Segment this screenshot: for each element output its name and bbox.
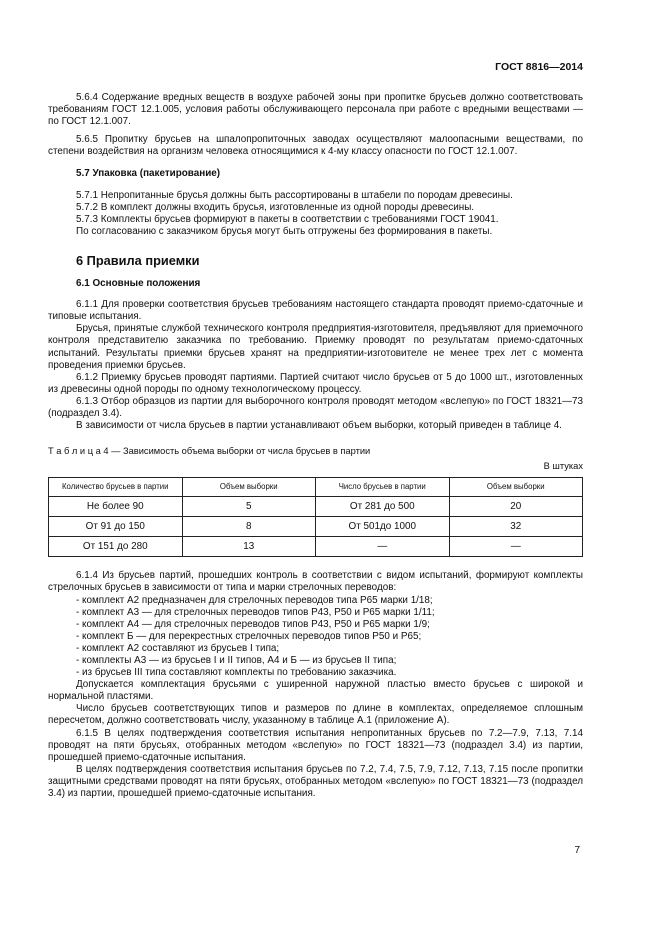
paragraph-6-1-4: 6.1.4 Из брусьев партий, прошедших контроль в соответствии с видом испытаний, формируют комплекты стрелочных брусьев в зависимости от типа и марки стрелочных переводов: (48, 570, 583, 594)
table-cell: — (449, 537, 583, 557)
list-item: - комплект А2 составляют из брусьев I типа; (76, 642, 280, 654)
table-row (49, 497, 583, 517)
list-item: - комплект А4 — для стрелочных переводов типов Р43, Р50 и Р65 марки 1/9; (76, 618, 430, 630)
table-cell: От 91 до 150 (49, 517, 183, 537)
table-4 (48, 477, 583, 557)
list-item: - комплект А2 предназначен для стрелочных переводов типа Р65 марки 1/18; (76, 594, 433, 606)
table-cell: 8 (182, 517, 316, 537)
paragraph-impregnated-tests: В целях подтверждения соответствия испытания брусьев по 7.2, 7.4, 7.5, 7.9, 7.12, 7.13, 7.15 после пропитки защитными средствами проводят на пяти брусьях, отобранных методом «вслепую» по ГОСТ 18321—73 (подраздел 3.4) из партии, прошедшей приемо-сдаточные испытания. (48, 763, 583, 800)
section-5-7-title: 5.7 Упаковка (пакетирование) (76, 168, 221, 180)
paragraph-5-6-5: 5.6.5 Пропитку брусьев на шпалопропиточных заводах осуществляют малоопасными веществами, по степени воздействия на организм человека относящимися к 4-му классу опасности по ГОСТ 12.1.007. (48, 134, 583, 158)
table-cell: 32 (449, 517, 583, 537)
table-cell: От 151 до 280 (49, 537, 183, 557)
paragraph-wide-face: Допускается комплектация брусьями с уширенной наружной пластью вместо брусьев с широкой и нормальной пластями. (48, 679, 583, 703)
table-row (49, 517, 583, 537)
table-cell: Не более 90 (49, 497, 183, 517)
paragraph-6-1-5: 6.1.5 В целях подтверждения соответствия испытания непропитанных брусьев по 7.2—7.9, 7.13, 7.14 проводят на пяти брусьях, отобранных методом «вслепую» по ГОСТ 18321—73 (подраздел 3.4) из партии, прошедшей приемо-сдаточные испытания. (48, 727, 583, 763)
paragraph-6-1-1: 6.1.1 Для проверки соответствия брусьев требованиям настоящего стандарта проводят приемо-сдаточные и типовые испытания. (48, 299, 583, 323)
page-number: 7 (574, 845, 580, 856)
paragraph-6-1-2: 6.1.2 Приемку брусьев проводят партиями. Партией считают число брусьев от 5 до 1000 шт., изготовленных из древесины одной породы по одному технологическому процессу. (48, 371, 583, 395)
list-item: - из брусьев III типа составляют комплекты по требованию заказчика. (76, 667, 397, 679)
list-item: - комплект А3 — для стрелочных переводов типов Р43, Р50 и Р65 марки 1/11; (76, 606, 435, 618)
table-header-row (49, 478, 583, 497)
table-4-unit: В штуках (543, 461, 583, 472)
table-cell: От 281 до 500 (316, 497, 450, 517)
table-header-cell: Объем выборки (182, 478, 316, 497)
table-cell: 13 (182, 537, 316, 557)
table-cell: — (316, 537, 450, 557)
paragraph-5-7-1: 5.7.1 Непропитанные брусья должны быть рассортированы в штабели по породам древесины. (76, 189, 513, 201)
table-header-cell: Количество брусьев в партии (49, 478, 183, 497)
paragraph-6-1-3: 6.1.3 Отбор образцов из партии для выборочного контроля проводят методом «вслепую» по ГОСТ 18321—73 (подраздел 3.4). (48, 395, 583, 419)
paragraph-sample-size: В зависимости от числа брусьев в партии устанавливают объем выборки, который приведен в таблице 4. (76, 420, 562, 432)
table-row (49, 537, 583, 557)
table-4-caption: Т а б л и ц а 4 — Зависимость объема выборки от числа брусьев в партии (48, 446, 371, 457)
paragraph-5-7-note: По согласованию с заказчиком брусья могут быть отгружены без формирования в пакеты. (76, 225, 493, 237)
section-6-1-title: 6.1 Основные положения (76, 278, 201, 290)
paragraph-5-6-4: 5.6.4 Содержание вредных веществ в воздухе рабочей зоны при пропитке брусьев должно соответствовать требованиям ГОСТ 12.1.005, условия работы обслуживающего персонала при работе с вредными веществами — по ГОСТ 12.1.007. (48, 92, 583, 128)
paragraph-count: Число брусьев соответствующих типов и размеров по длине в комплектах, определяемое сплошным пересчетом, должно соответствовать числу, указанному в таблице А.1 (приложение А). (48, 703, 583, 727)
list-item: - комплекты А3 — из брусьев I и II типов, А4 и Б — из брусьев II типа; (76, 655, 397, 666)
section-6-title: 6 Правила приемки (76, 252, 200, 268)
page-content (48, 92, 583, 800)
paragraph-acceptance: Брусья, принятые службой технического контроля предприятия-изготовителя, предъявляют для приемочного контроля представителю заказчика по требованию. Приемку проводят по результатам приемо-сдаточных испытаний. Результаты приемки брусьев хранят на предприятии-изготовителе не менее трех лет с момента проведения приемки брусьев. (48, 323, 583, 371)
table-cell: От 501до 1000 (316, 517, 450, 537)
table-cell: 20 (449, 497, 583, 517)
paragraph-5-7-3: 5.7.3 Комплекты брусьев формируют в пакеты в соответствии с требованиями ГОСТ 19041. (76, 213, 499, 225)
table-header-cell: Объем выборки (449, 478, 583, 497)
list-item: - комплект Б — для перекрестных стрелочных переводов типов Р50 и Р65; (76, 630, 422, 642)
document-code-header: ГОСТ 8816—2014 (495, 61, 583, 73)
paragraph-5-7-2: 5.7.2 В комплект должны входить брусья, изготовленные из одной породы древесины. (76, 201, 475, 213)
table-cell: 5 (182, 497, 316, 517)
table-header-cell: Число брусьев в партии (316, 478, 450, 497)
